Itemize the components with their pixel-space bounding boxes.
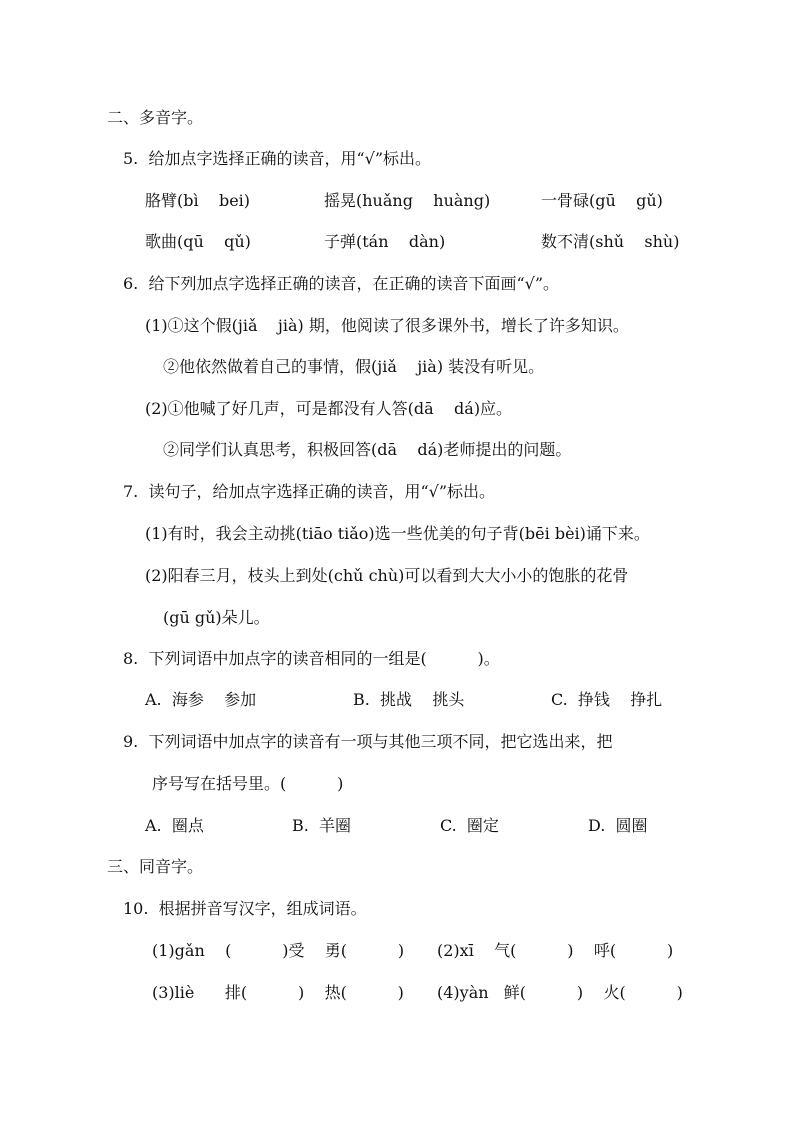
q6-sentence-2a: (2)①他喊了好几声，可是都没有人答(dā dá)应。 bbox=[145, 399, 513, 418]
q6-sentence-2b: ②同学们认真思考，积极回答(dā dá)老师提出的问题。 bbox=[163, 440, 572, 459]
q10-group-1: (1)gǎn ( )受 勇( ) bbox=[152, 941, 405, 960]
q6-sentence-1a: (1)①这个假(jiǎ jià) 期，他阅读了很多课外书，增长了许多知识。 bbox=[145, 316, 629, 335]
q9-option-b: B. 羊圈 bbox=[292, 816, 352, 835]
q5-item-4: 歌曲(qū qǔ) bbox=[145, 232, 251, 251]
q5-item-5: 子弹(tán dàn) bbox=[324, 232, 446, 251]
question-7-prompt: 7. 读句子，给加点字选择正确的读音，用“√”标出。 bbox=[123, 482, 495, 501]
question-8-prompt: 8. 下列词语中加点字的读音相同的一组是( )。 bbox=[123, 649, 500, 668]
q5-item-2: 摇晃(huǎng huàng) bbox=[324, 191, 491, 210]
q5-item-3: 一骨碌(gū gǔ) bbox=[541, 191, 663, 210]
section-heading-homophones: 三、同音字。 bbox=[107, 857, 204, 876]
q10-group-2: (2)xī 气( ) 呼( ) bbox=[437, 941, 674, 960]
q9-option-d: D. 圆圈 bbox=[588, 816, 648, 835]
q10-group-4: (4)yàn 鲜( ) 火( ) bbox=[437, 983, 683, 1002]
q8-option-a: A. 海参 参加 bbox=[145, 690, 257, 709]
question-9-prompt: 9. 下列词语中加点字的读音有一项与其他三项不同，把它选出来，把 bbox=[123, 732, 613, 751]
q6-sentence-1b: ②他依然做着自己的事情，假(jiǎ jià) 装没有听见。 bbox=[163, 357, 545, 376]
q9-option-a: A. 圈点 bbox=[145, 816, 204, 835]
q8-option-c: C. 挣钱 挣扎 bbox=[551, 690, 663, 709]
q9-option-c: C. 圈定 bbox=[440, 816, 499, 835]
question-9-prompt-cont: 序号写在括号里。( ) bbox=[152, 774, 344, 793]
q7-sentence-2-cont: (gū gǔ)朵儿。 bbox=[163, 608, 270, 627]
q5-item-1: 胳臂(bì bei) bbox=[145, 191, 251, 210]
q10-group-3: (3)liè 排( ) 热( ) bbox=[152, 983, 404, 1002]
q5-item-6: 数不清(shǔ shù) bbox=[541, 232, 680, 251]
question-6-prompt: 6. 给下列加点字选择正确的读音，在正确的读音下面画“√”。 bbox=[123, 274, 559, 293]
q8-option-b: B. 挑战 挑头 bbox=[353, 690, 465, 709]
q7-sentence-1: (1)有时，我会主动挑(tiāo tiǎo)选一些优美的句子背(bēi bèi)诵下来。 bbox=[145, 524, 650, 543]
question-10-prompt: 10. 根据拼音写汉字，组成词语。 bbox=[123, 899, 367, 918]
q7-sentence-2: (2)阳春三月，枝头上到处(chǔ chù)可以看到大大小小的饱胀的花骨 bbox=[145, 566, 629, 585]
section-heading-polyphones: 二、多音字。 bbox=[107, 108, 204, 127]
question-5-prompt: 5. 给加点字选择正确的读音，用“√”标出。 bbox=[123, 149, 431, 168]
